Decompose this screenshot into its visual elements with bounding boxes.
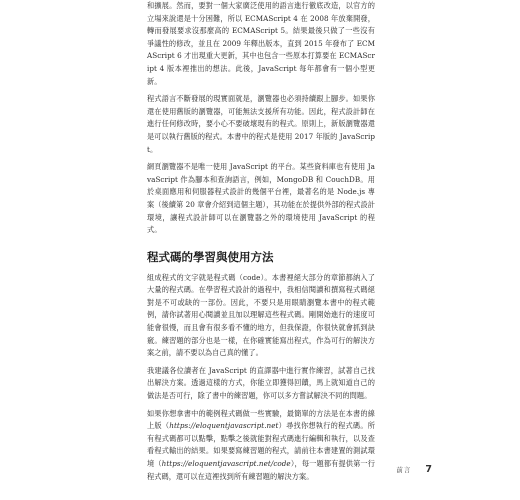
paragraph-6-text-a: 如果你想拿書中的範例程式碼做一些實驗，最簡單的方法是在本書的線上版（ xyxy=(147,408,375,431)
paragraph-1: 和擴展。然而，要對一個大家廣泛使用的語言進行徹底改造，以官方的立場來說還是十分困難，所以 ECMAScript 4 在 2008 年放棄開發，轉而發展要求沒那麼高的 ECMAScript 5。結果最後只做了一些沒有爭議性的修改，並且在 2009 年釋出版本，直到 2015 年發布了 ECMAScript 6 才出現重大更新，其中也包含一些原本打算要在 ECMAScript 4 版本裡推出的想法。此後，JavaScript 每年都會有一個小型更新。 xyxy=(147,1,375,86)
paragraph-4: 組成程式的文字就是程式碼（code）。本書裡絕大部分的章節都納入了大量的程式碼。在學習程式設計的過程中，我相信閱讀和撰寫程式碼絕對是不可或缺的一部份。因此，不要只是用眼睛瀏覽本書中的程式範例，請你試著用心閱讀並且加以理解這些程式碼。剛開始進行的速度可能會很慢，而且會有很多看不懂的地方，但我保證，你很快就會抓到訣竅。練習題的部分也是一樣，在你確實能寫出程式，作為可行的解決方案之前，請不要以為自己真的懂了。 xyxy=(147,272,375,358)
paragraph-5: 我建議各位讀者在 JavaScript 的直譯器中進行實作練習，試著自己找出解決方案。透過這樣的方式，你能立即獲得回饋，馬上就知道自己的做法是否可行，除了書中的練習題，你可以多方嘗試解決不同的問題。 xyxy=(147,365,375,401)
page-number: 7 xyxy=(425,463,432,475)
page-body xyxy=(147,0,375,488)
paragraph-3: 網頁瀏覽器不是唯一使用 JavaScript 的平台。某些資料庫也有使用 JavaScript 作為腳本和查詢語言，例如，MongoDB 和 CouchDB。用於桌面應用和伺服器程式設計的幾個平台裡，最著名的是 Node.js 專案（後續第 20 章會介紹到這個主題），其功能在於提供外部的程式設計環境，讓程式設計師可以在瀏覽器之外的環境使用 JavaScript 的程式。 xyxy=(147,162,375,235)
page-footer xyxy=(300,462,432,476)
code-sandbox-link[interactable]: https://eloquentjavascript.net/code xyxy=(161,459,291,468)
footer-section-label: 前言 xyxy=(396,465,412,474)
online-book-link[interactable]: https://eloquentjavascript.net xyxy=(169,421,279,431)
paragraph-2: 程式語言不斷發展的現實面就是，瀏覽器也必須持續跟上腳步。如果你還在使用舊版的瀏覽器，可能無法支援所有功能。因此，程式設計師在進行任何修改時，要小心不要破壞現有的程式。原則上，新版瀏覽器還是可以執行舊版的程式。本書中的程式是使用 2017 年版的 JavaScript。 xyxy=(147,94,375,154)
section-heading: 程式碼的學習與使用方法 xyxy=(147,249,274,264)
paragraph-6-text-c: ），每一題都有提供第一行程式碼，還可以在這裡找到所有練習題的解決方案。 xyxy=(147,459,375,481)
paragraph-6-text-b: ）尋找你想執行的程式碼。所有程式碼都可以點擊，點擊之後就能對程式碼進行編輯和執行，以及查看程式輸出的結果。如果要寫練習題的程式，請前往本書建置的測試環境（ xyxy=(147,421,375,468)
